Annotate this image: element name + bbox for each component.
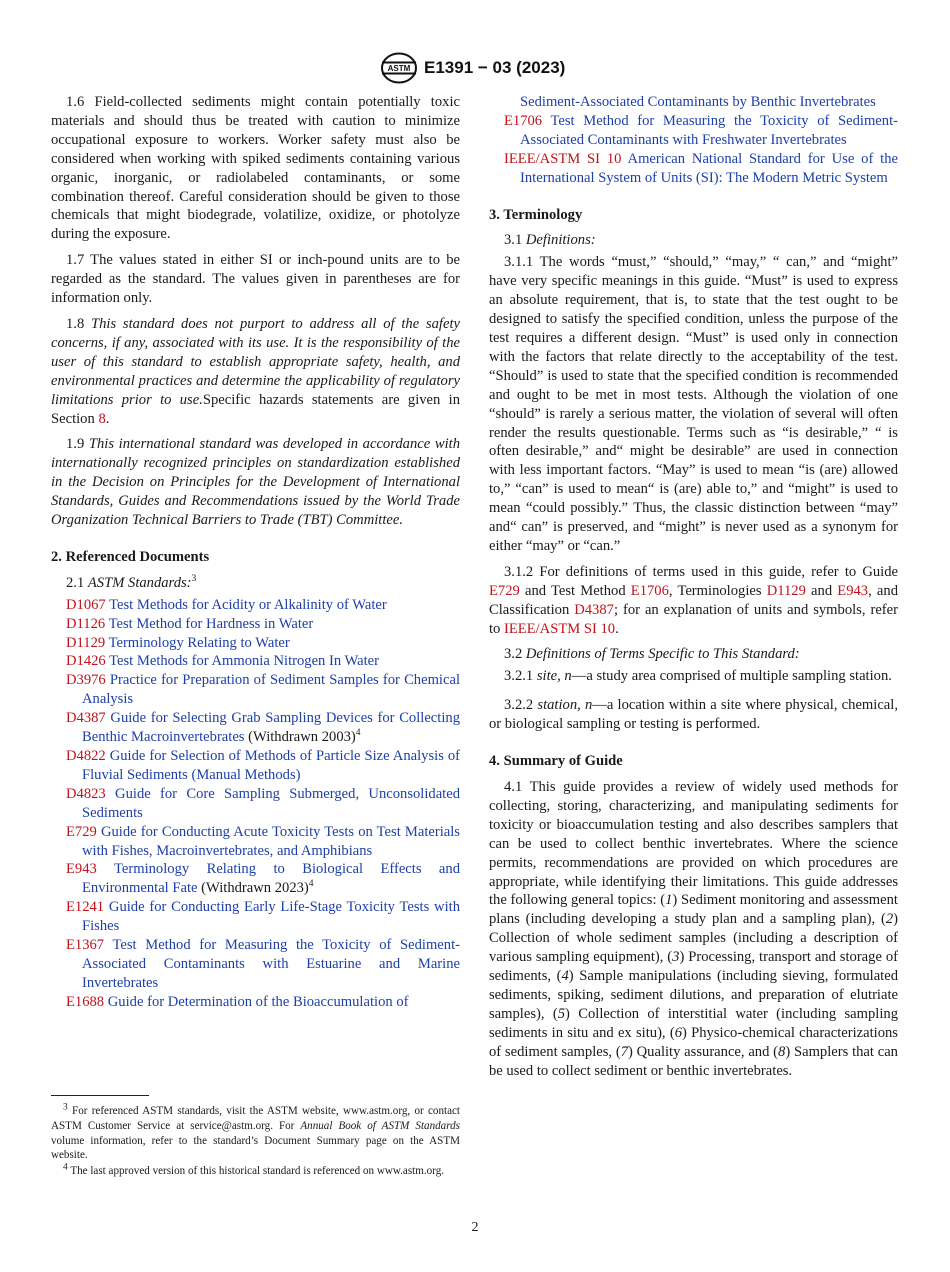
subsection-3-1: 3.1 Definitions: bbox=[504, 232, 596, 249]
paragraph-3-2-2: 3.2.2 station, n—a location within a site where physical, chemical, or biological sampling or testing is performed. bbox=[489, 697, 898, 733]
reference-item[interactable]: D1129 Terminology Relating to Water bbox=[66, 634, 290, 651]
reference-item[interactable]: IEEE/ASTM SI 10 American National Standard for Use of the International System of Units (SI): The Modern Metric System bbox=[504, 150, 898, 186]
astm-logo-icon bbox=[380, 52, 418, 84]
section-3-heading: 3. Terminology bbox=[489, 206, 583, 223]
reference-item[interactable]: D1126 Test Method for Hardness in Water bbox=[66, 615, 314, 632]
logo-text: ASTM bbox=[387, 64, 411, 73]
footnote-divider bbox=[51, 1095, 149, 1096]
reference-item[interactable]: E1706 Test Method for Measuring the Toxicity of Sediment-Associated Contaminants with Freshwater Invertebrates bbox=[504, 112, 898, 148]
reference-item[interactable]: E729 Guide for Conducting Acute Toxicity Tests on Test Materials with Fishes, Macroinvertebrates, and Amphibians bbox=[66, 823, 460, 859]
link-d4387[interactable]: D4387 bbox=[574, 601, 614, 618]
link-e729[interactable]: E729 bbox=[489, 582, 520, 599]
paragraph-3-2-1: 3.2.1 site, n—a study area comprised of multiple sampling station. bbox=[504, 668, 892, 685]
paragraph-4-1: 4.1 This guide provides a review of widely used methods for collecting, storing, characterizing, and manipulating sediments for toxicity or bioaccumulation testing and also describes samplers that can be used to collect benthic invertebrates. Where the science permits, recommendations are provided on which procedures are appropriate, while identifying their limitations. This guide addresses the following general topics: (1) Sediment monitoring and assessment plans (including developing a study plan and a sampling plan), (2) Collection of whole sediment samples (including a description of various sampling equipment), (3) Processing, transport and storage of sediments, (4) Sample manipulations (including sieving, formulated sediments, spiking, sediment dilutions, and preparation of elutriate samples), (5) Collection of interstitial water (including sampling sediments in situ and ex situ), (6) Physico-chemical characterizations of sediment samples, (7) Quality assurance, and (8) Samplers that can be used to collect sediment or benthic invertebrates. bbox=[489, 779, 898, 1079]
link-e943[interactable]: E943 bbox=[837, 582, 869, 599]
reference-item[interactable]: D1426 Test Methods for Ammonia Nitrogen In Water bbox=[66, 653, 380, 670]
reference-item[interactable]: D4822 Guide for Selection of Methods of Particle Size Analysis of Fluvial Sediments (Manual Methods) bbox=[66, 748, 461, 783]
link-e1706[interactable]: E1706 bbox=[630, 582, 669, 599]
page-number: 2 bbox=[471, 1220, 479, 1235]
paragraph-1-6: 1.6 Field-collected sediments might contain potentially toxic materials and should thus be treated with caution to minimize occupational exposure to workers. Worker safety must also be considered when working with spiked sediments containing various organic, inorganic, or radiolabeled contaminants, or some combination thereof. Careful consideration should be given to those chemicals that might biodegrade, volatilize, oxidize, or photolyze during the exposure. bbox=[51, 94, 460, 243]
subsection-3-2: 3.2 Definitions of Terms Specific to This Standard: bbox=[504, 646, 800, 663]
subsection-2-1: 2.1 ASTM Standards:$^3$ bbox=[66, 573, 197, 591]
reference-item[interactable]: D4823 Guide for Core Sampling Submerged, Unconsolidated Sediments bbox=[66, 785, 461, 821]
footnotes bbox=[51, 1104, 460, 1180]
reference-item[interactable]: D3976 Practice for Preparation of Sediment Samples for Chemical Analysis bbox=[66, 672, 460, 708]
footnote-4: $^4$ The last approved version of this historical standard is referenced on www.astm.org. bbox=[63, 1162, 445, 1178]
paragraph-1-7: 1.7 The values stated in either SI or inch-pound units are to be regarded as the standard. The values given in parentheses are for information only. bbox=[51, 252, 460, 307]
link-ieee-astm-si-10[interactable]: IEEE/ASTM SI 10 bbox=[504, 620, 616, 637]
standard-designation: E1391 − 03 (2023) bbox=[424, 58, 566, 77]
reference-item[interactable]: D1067 Test Methods for Acidity or Alkalinity of Water bbox=[66, 596, 387, 613]
reference-list bbox=[51, 596, 460, 1012]
paragraph-1-8: 1.8 This standard does not purport to address all of the safety concerns, if any, associated with its use. It is the responsibility of the user of this standard to establish appropriate safety, health, and environmental practices and determine the applicability of regulatory limitations prior to use.Specific hazards statements are given in Section 8. bbox=[51, 315, 460, 427]
section-4-heading: 4. Summary of Guide bbox=[489, 753, 623, 770]
reference-item[interactable]: E1367 Test Method for Measuring the Toxicity of Sediment-Associated Contaminants with Estuarine and Marine Invertebrates bbox=[66, 937, 460, 991]
left-column bbox=[51, 93, 460, 1012]
footnote-3: $^3$ For referenced ASTM standards, visit the ASTM website, www.astm.org, or contact ASTM Customer Service at service@astm.org. For Annual Book of ASTM Standards volume information, refer to the standard’s Document Summary page on the ASTM website. bbox=[51, 1102, 460, 1162]
reference-item[interactable]: E943 Terminology Relating to Biological Effects and Environmental Fate (Withdrawn 2023)$^4$ bbox=[66, 861, 460, 897]
reference-item[interactable]: D4387 Guide for Selecting Grab Sampling Devices for Collecting Benthic Macroinvertebrates (Withdrawn 2003)$^4$ bbox=[66, 710, 460, 746]
paragraph-1-9: 1.9 This international standard was developed in accordance with internationally recognized principles on standardization established in the Decision on Principles for the Development of International Standards, Guides and Recommendations issued by the World Trade Organization Technical Barriers to Trade (TBT) Committee. bbox=[51, 436, 461, 529]
reference-item-continued[interactable]: Sediment-Associated Contaminants by Benthic Invertebrates bbox=[520, 94, 876, 110]
reference-item[interactable]: E1688 Guide for Determination of the Bioaccumulation of bbox=[66, 993, 409, 1010]
paragraph-3-1-2: 3.1.2 For definitions of terms used in this guide, refer to Guide E729 and Test Method E1706, Terminologies D1129 and E943, and Classification D4387; for an explanation of units and symbols, refer to IEEE/ASTM SI 10. bbox=[489, 563, 899, 637]
page-header bbox=[0, 52, 950, 86]
reference-item[interactable]: E1241 Guide for Conducting Early Life-Stage Toxicity Tests with Fishes bbox=[66, 899, 460, 935]
section-8-link[interactable]: 8 bbox=[98, 410, 106, 427]
right-column bbox=[489, 93, 898, 1088]
section-2-heading: 2. Referenced Documents bbox=[51, 548, 210, 565]
link-d1129[interactable]: D1129 bbox=[766, 582, 806, 599]
paragraph-3-1-1: 3.1.1 The words “must,” “should,” “may,” “ can,” and “might” have very specific meanings in this guide. “Must” is used to express an absolute requirement, that is, to state that the test ought to be designed to satisfy the specified condition, unless the purpose of the test requires a different design. “Must” is used only in connection with the factors that relate directly to the acceptability of the test. “Should” is used to state that the specified condition is recommended and ought to be met in most tests. Although the violation of one “should” is rarely a serious matter, the violation of several will often render the results questionable. Terms such as “is desirable,” “ is often desirable,” and“ might be desirable” are used in connection with less important factors. “May” is used to mean “is (are) allowed to,” “can” is used to mean“ is (are) able to,” and “might” is used to mean “could possibly.” Thus, the classic distinction between “may” and“ can” is preserved, and “might” is never used as a synonym for either “may” or “can.” bbox=[489, 254, 898, 554]
